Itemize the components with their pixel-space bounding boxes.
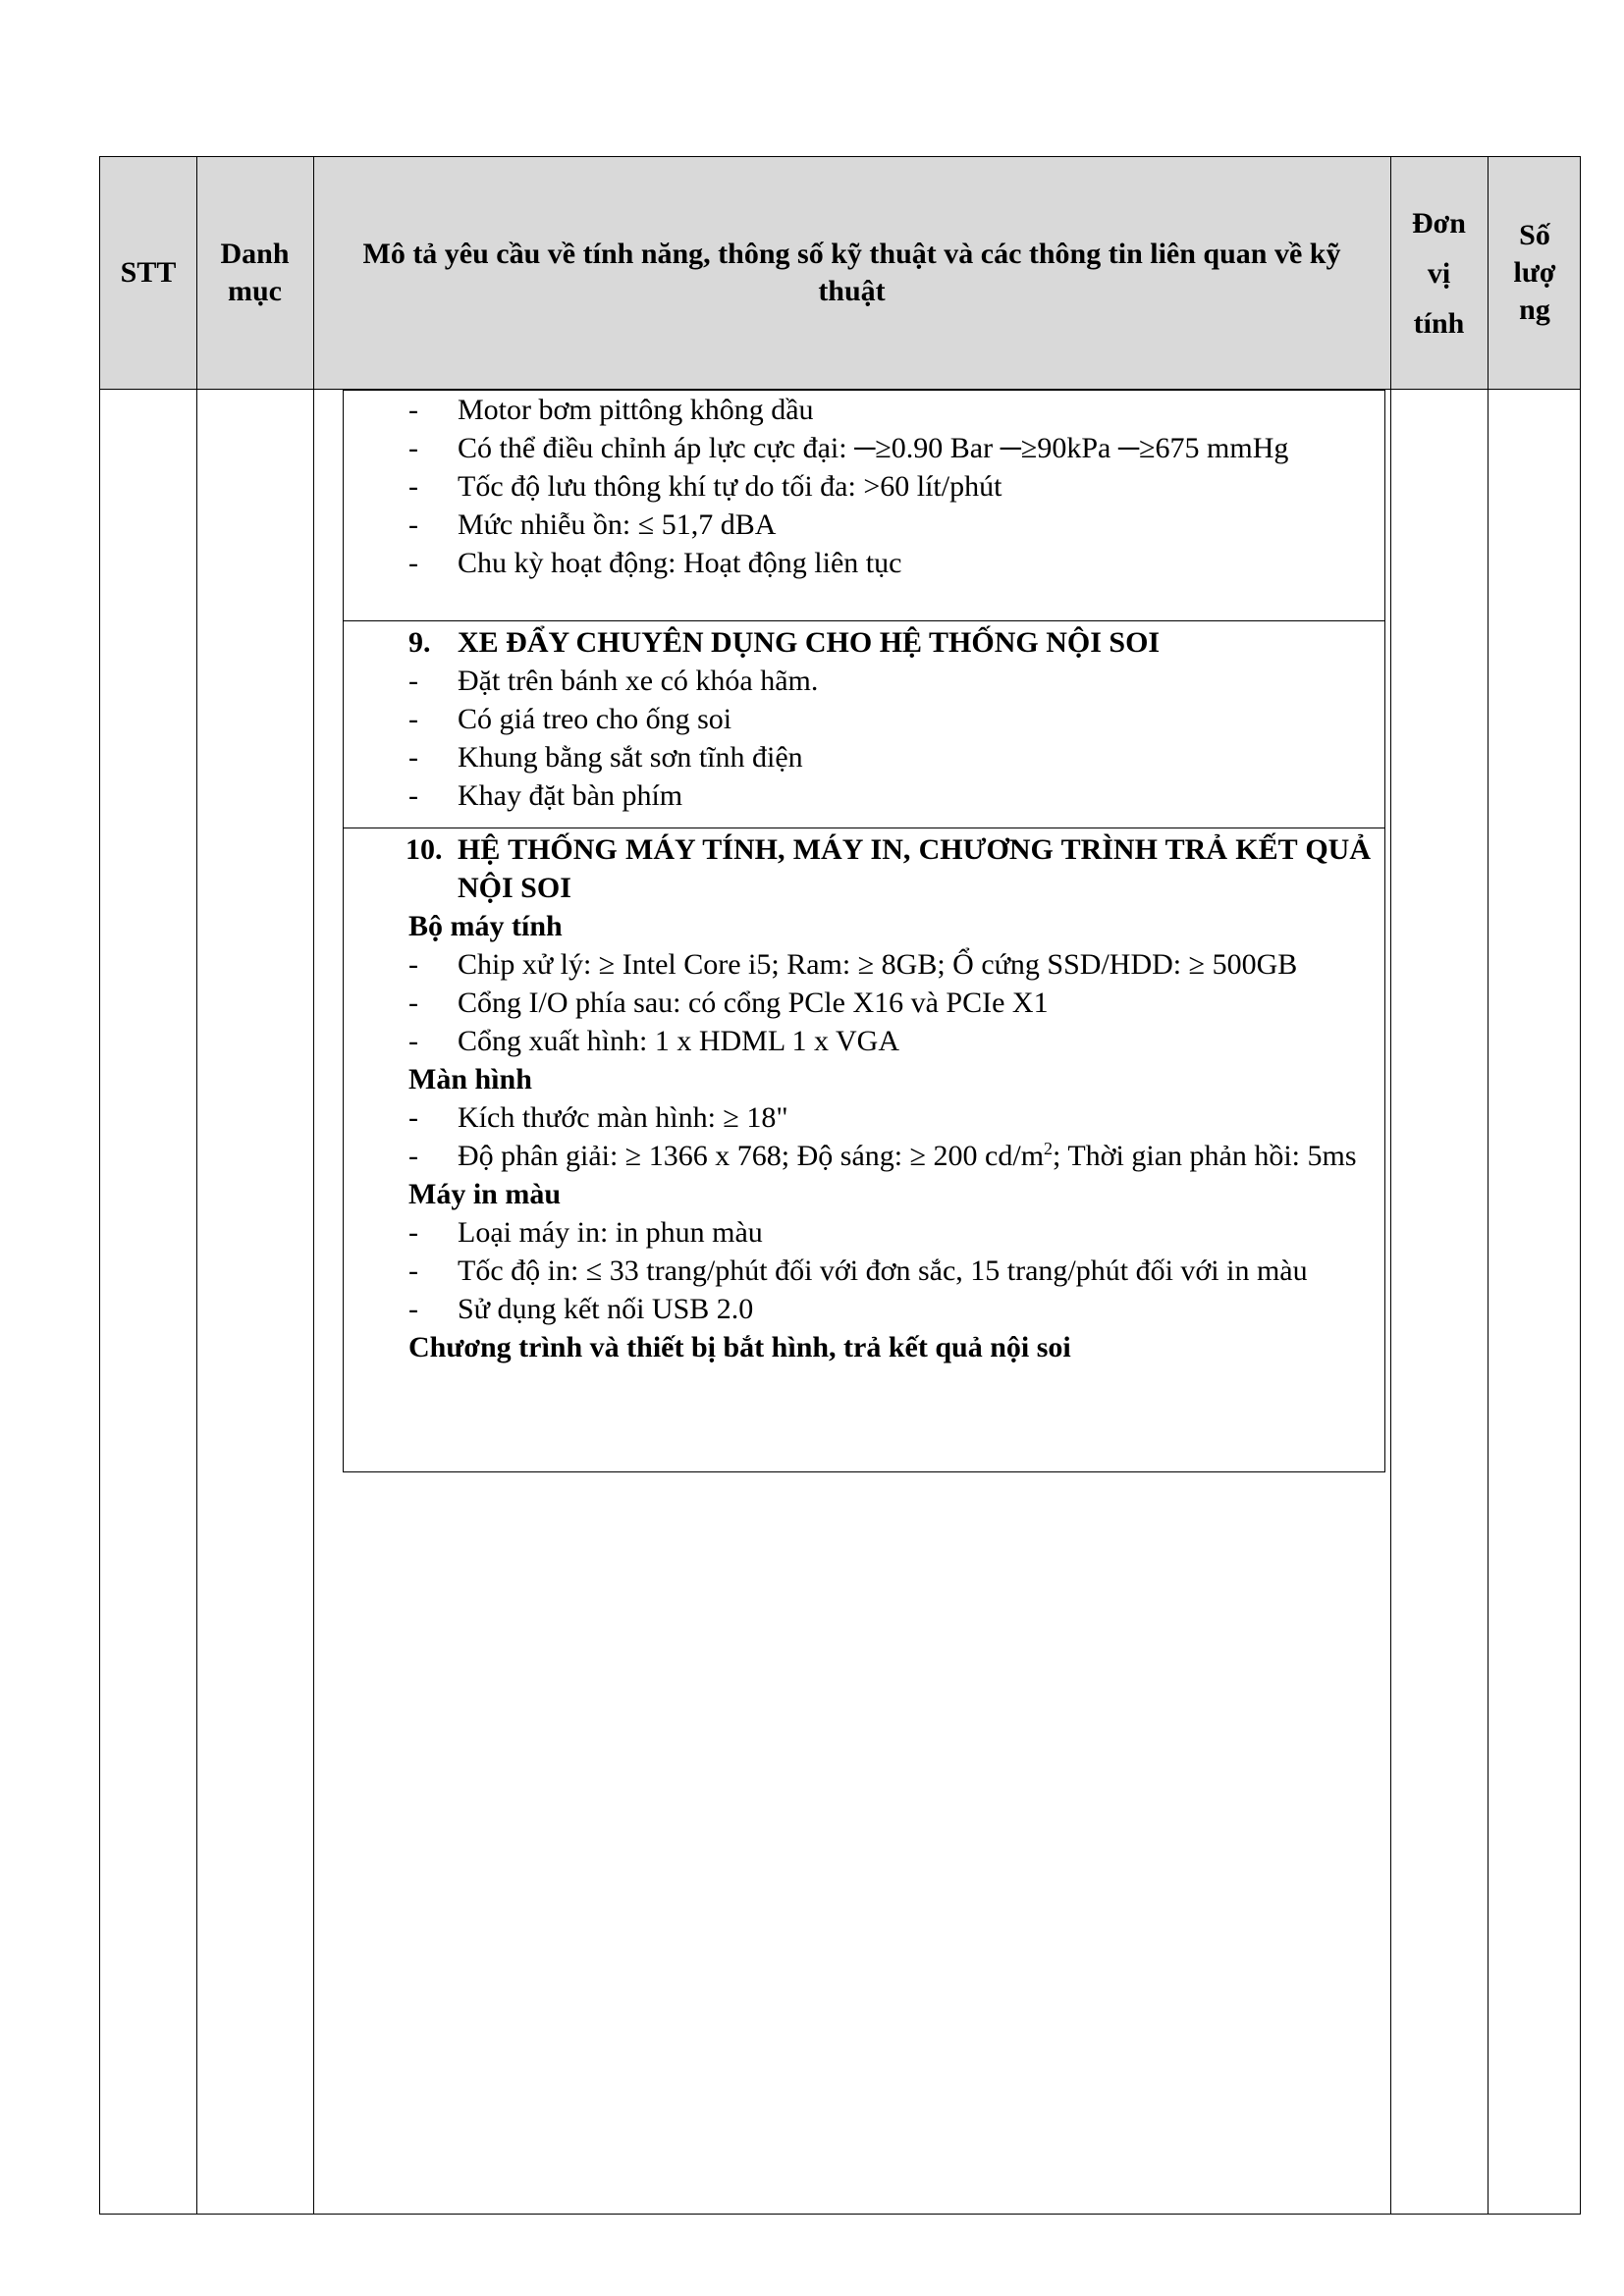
list-item-text: Tốc độ in: ≤ 33 trang/phút đối với đơn sắc, 15 trang/phút đối với in màu xyxy=(458,1255,1308,1287)
section-heading xyxy=(408,623,1371,662)
header-don-vi-line: tính xyxy=(1413,306,1465,340)
column-divider xyxy=(1390,157,1391,2214)
list-item-text: Motor bơm pittông không dầu xyxy=(458,394,814,426)
list-item: - Khay đặt bàn phím xyxy=(408,779,683,812)
subsection-title: Màn hình xyxy=(408,1063,532,1095)
header-danh-muc xyxy=(196,157,313,389)
header-so-luong-line: lượ xyxy=(1513,256,1556,289)
list-item: - Có giá treo cho ống soi xyxy=(408,703,732,735)
header-mo-ta xyxy=(313,157,1390,389)
header-stt xyxy=(100,157,196,389)
list-item: - Tốc độ in: ≤ 33 trang/phút đối với đơn sắc, 15 trang/phút đối với in màu xyxy=(408,1255,1308,1287)
computer-system-section xyxy=(344,828,1384,1471)
header-stt-label: STT xyxy=(120,256,177,289)
column-divider xyxy=(313,157,314,2214)
text-part: Độ phân giải: ≥ 1366 x 768; Độ sáng: ≥ 200 cd/m xyxy=(458,1140,1045,1172)
list-item-text: Cổng I/O phía sau: có cổng PCle X16 và PCIe X1 xyxy=(458,987,1049,1019)
list-item-text: Có thể điều chỉnh áp lực cực đại: ─≥0.90 Bar ─≥90kPa ─≥675 mmHg xyxy=(458,432,1289,464)
list-item: - Motor bơm pittông không dầu xyxy=(408,394,814,426)
list-item-text xyxy=(458,1140,1357,1172)
list-item: - Chip xử lý: ≥ Intel Core i5; Ram: ≥ 8GB; Ổ cứng SSD/HDD: ≥ 500GB xyxy=(408,948,1298,981)
list-item: - Cổng xuất hình: 1 x HDML 1 x VGA xyxy=(408,1025,899,1057)
header-don-vi-line: vị xyxy=(1427,256,1451,290)
list-item-text: Đặt trên bánh xe có khóa hãm. xyxy=(458,665,819,697)
list-item: - Cổng I/O phía sau: có cổng PCle X16 và PCIe X1 xyxy=(408,987,1049,1019)
list-item: - Mức nhiễu ồn: ≤ 51,7 dBA xyxy=(408,508,777,541)
header-so-luong-line: ng xyxy=(1519,294,1550,326)
list-item-text: Loại máy in: in phun màu xyxy=(458,1216,763,1249)
pump-spec-block xyxy=(344,391,1384,620)
description-box xyxy=(343,390,1385,1472)
subsection-title: Máy in màu xyxy=(408,1178,562,1210)
header-don-vi-line: Đơn xyxy=(1412,206,1466,240)
list-item-text: Có giá treo cho ống soi xyxy=(458,703,732,735)
list-item-text: Chu kỳ hoạt động: Hoạt động liên tục xyxy=(458,547,902,579)
superscript: 2 xyxy=(1044,1139,1054,1158)
header-mo-ta-label: Mô tả yêu cầu về tính năng, thông số kỹ thuật và các thông tin liên quan về kỹ thuật xyxy=(362,238,1341,307)
list-item: - Đặt trên bánh xe có khóa hãm. xyxy=(408,665,819,697)
section-title: HỆ THỐNG MÁY TÍNH, MÁY IN, CHƯƠNG TRÌNH TRẢ KẾT QUẢ NỘI SOI xyxy=(458,833,1371,904)
subsection-title: Chương trình và thiết bị bắt hình, trả kết quả nội soi xyxy=(408,1331,1071,1363)
trolley-section xyxy=(344,620,1384,828)
section-number: 9. xyxy=(408,626,431,659)
list-item: - Tốc độ lưu thông khí tự do tối đa: >60 lít/phút xyxy=(408,470,1002,503)
list-item: - Độ phân giải: ≥ 1366 x 768; Độ sáng: ≥ 200 $cd/m^2$; Thời gian phản hồi: 5ms xyxy=(408,1139,1357,1172)
header-don-vi-tinh xyxy=(1390,157,1488,389)
list-item-text: Tốc độ lưu thông khí tự do tối đa: >60 lít/phút xyxy=(458,470,1002,503)
list-item-text: Kích thước màn hình: ≥ 18" xyxy=(458,1101,788,1134)
section-title: XE ĐẨY CHUYÊN DỤNG CHO HỆ THỐNG NỘI SOI xyxy=(458,626,1161,659)
list-item: - Kích thước màn hình: ≥ 18" xyxy=(408,1101,788,1134)
section-heading xyxy=(408,830,1371,907)
header-so-luong-line: Số xyxy=(1519,219,1550,251)
list-item-text: Khay đặt bàn phím xyxy=(458,779,683,812)
list-item: - Có thể điều chỉnh áp lực cực đại: ─≥0.90 Bar ─≥90kPa ─≥675 mmHg xyxy=(408,432,1289,464)
list-item-text: Khung bằng sắt sơn tĩnh điện xyxy=(458,741,803,774)
list-item-text: Mức nhiễu ồn: ≤ 51,7 dBA xyxy=(458,508,777,541)
section-number: 10. xyxy=(406,833,443,866)
column-divider xyxy=(1488,157,1489,2214)
column-divider xyxy=(196,157,197,2214)
header-so-luong xyxy=(1488,157,1582,389)
list-item: - Loại máy in: in phun màu xyxy=(408,1216,763,1249)
list-item: - Chu kỳ hoạt động: Hoạt động liên tục xyxy=(408,547,902,579)
header-danh-muc-label: Danh mục xyxy=(220,238,290,307)
text-part: ; Thời gian phản hồi: 5ms xyxy=(1053,1140,1357,1172)
list-item-text: Sử dụng kết nối USB 2.0 xyxy=(458,1293,754,1325)
list-item: - Khung bằng sắt sơn tĩnh điện xyxy=(408,741,803,774)
list-item-text: Chip xử lý: ≥ Intel Core i5; Ram: ≥ 8GB; Ổ cứng SSD/HDD: ≥ 500GB xyxy=(458,948,1298,981)
subsection-title: Bộ máy tính xyxy=(408,910,563,942)
list-item-text: Cổng xuất hình: 1 x HDML 1 x VGA xyxy=(458,1025,899,1057)
list-item: - Sử dụng kết nối USB 2.0 xyxy=(408,1293,754,1325)
